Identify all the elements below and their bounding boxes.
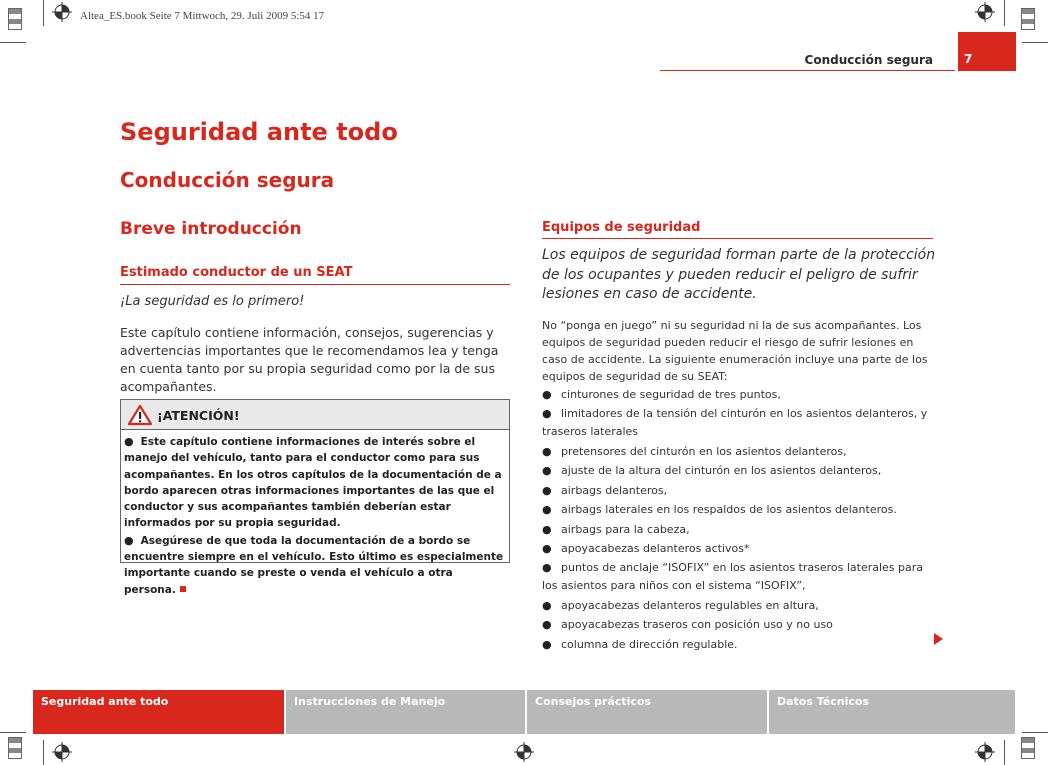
crop-mark: [0, 42, 26, 43]
list-item: ● cinturones de seguridad de tres puntos,: [542, 386, 934, 404]
right-subheading-rule: [542, 238, 933, 239]
crop-mark: [1022, 42, 1048, 43]
crop-mark: [1004, 740, 1005, 765]
crop-mark: [0, 732, 26, 733]
running-head-rule: [660, 70, 955, 71]
chapter-tabs: [33, 690, 1015, 734]
list-item: ● columna de dirección regulable.: [542, 636, 934, 654]
crop-mark: [43, 0, 44, 26]
warning-box: [120, 399, 510, 596]
registration-mark-icon: [52, 742, 72, 762]
warning-item: ● Asegúrese de que toda la documentación de a bordo se encuentre siempre en el vehículo. Esto último es especialmente importante cuando se preste o venda el vehículo a otra persona.: [124, 533, 504, 596]
crop-mark: [1004, 0, 1005, 26]
chapter-title: Seguridad ante todo: [120, 118, 398, 146]
warning-title: ¡ATENCIÓN!: [157, 408, 240, 423]
bullet-icon: ●: [542, 522, 552, 536]
left-body-text: Este capítulo contiene información, consejos, sugerencias y advertencias importantes que le recomendamos lea y tenga en cuenta tanto por su propia seguridad como por la de sus acompañantes.: [120, 325, 499, 394]
tagline: ¡La seguridad es lo primero!: [120, 294, 305, 309]
right-body-text: No “ponga en juego” ni su seguridad ni la de sus acompañantes. Los equipos de seguridad pueden reducir el riesgo de sufrir lesiones en caso de accidente. La siguiente enumeración incluye una parte de los equipos de seguridad de su SEAT:: [542, 319, 928, 383]
list-item: ● pretensores del cinturón en los asientos delanteros,: [542, 443, 934, 461]
color-bar-icon: [8, 737, 22, 759]
tab-datos-tecnicos[interactable]: Datos Técnicos: [769, 690, 1015, 734]
bullet-icon: ●: [542, 618, 552, 632]
running-head-title: Conducción segura: [804, 53, 933, 67]
right-intro-text: Los equipos de seguridad forman parte de la protección de los ocupantes y pueden reducir el peligro de sufrir lesiones en caso de accidente.: [542, 247, 936, 302]
warning-item: ● Este capítulo contiene informaciones de interés sobre el manejo del vehículo, tanto para el conductor como para sus acompañantes. En los otros capítulos de la documentación de a bordo aparecen otras informaciones importantes de las que el conductor y sus acompañantes también deberían estar informados por su propia seguridad.: [124, 435, 502, 530]
left-subheading: Estimado conductor de un SEAT: [120, 265, 353, 280]
list-item: ● apoyacabezas delanteros activos*: [542, 540, 934, 558]
crop-mark: [43, 740, 44, 765]
warning-body: [121, 430, 509, 598]
bullet-icon: ●: [542, 388, 552, 401]
continue-arrow-icon: [934, 633, 943, 645]
list-item: ● apoyacabezas traseros con posición uso y no uso: [542, 616, 934, 634]
bullet-icon: ●: [542, 637, 552, 651]
tab-consejos[interactable]: Consejos prácticos: [527, 690, 767, 734]
warning-header: [121, 400, 509, 430]
left-subheading-rule: [120, 284, 510, 285]
section-title: Conducción segura: [120, 168, 335, 192]
bullet-icon: ●: [542, 541, 552, 555]
list-item: ● apoyacabezas delanteros regulables en altura,: [542, 597, 934, 615]
color-bar-icon: [8, 8, 22, 30]
registration-mark-icon: [975, 742, 995, 762]
bullet-icon: ●: [124, 435, 134, 448]
color-bar-icon: [1021, 8, 1035, 30]
subsection-title: Breve introducción: [120, 219, 302, 239]
bullet-icon: ●: [542, 503, 552, 517]
tab-seguridad[interactable]: Seguridad ante todo: [33, 690, 284, 734]
safety-equipment-list: [542, 386, 934, 655]
list-item: ● ajuste de la altura del cinturón en los asientos delanteros,: [542, 462, 934, 480]
list-item: ● puntos de anclaje “ISOFIX” en los asientos traseros laterales para los asientos para niños con el sistema “ISOFIX”,: [542, 561, 924, 593]
crop-mark: [1022, 732, 1048, 733]
bullet-icon: ●: [542, 464, 552, 478]
bullet-icon: ●: [542, 444, 552, 458]
print-header: Altea_ES.book Seite 7 Mittwoch, 29. Juli 2009 5:54 17: [80, 10, 325, 22]
end-of-section-icon: [180, 586, 186, 592]
bullet-icon: ●: [542, 598, 552, 612]
registration-mark-icon: [52, 2, 72, 22]
tab-instrucciones[interactable]: Instrucciones de Manejo: [286, 690, 525, 734]
bullet-icon: ●: [542, 483, 552, 497]
color-bar-icon: [1021, 737, 1035, 759]
right-subheading: Equipos de seguridad: [542, 220, 701, 235]
registration-mark-icon: [975, 2, 995, 22]
list-item: ● airbags delanteros,: [542, 482, 934, 500]
list-item: ● limitadores de la tensión del cinturón en los asientos delanteros, y traseros laterales: [542, 407, 928, 439]
bullet-icon: ●: [124, 533, 134, 547]
list-item: ● airbags laterales en los respaldos de los asientos delanteros.: [542, 501, 934, 519]
list-item: ● airbags para la cabeza,: [542, 521, 934, 539]
registration-mark-icon: [514, 742, 534, 762]
page-number: 7: [958, 32, 1016, 71]
bullet-icon: ●: [542, 561, 552, 575]
warning-triangle-icon: [127, 404, 153, 426]
bullet-icon: ●: [542, 407, 552, 421]
